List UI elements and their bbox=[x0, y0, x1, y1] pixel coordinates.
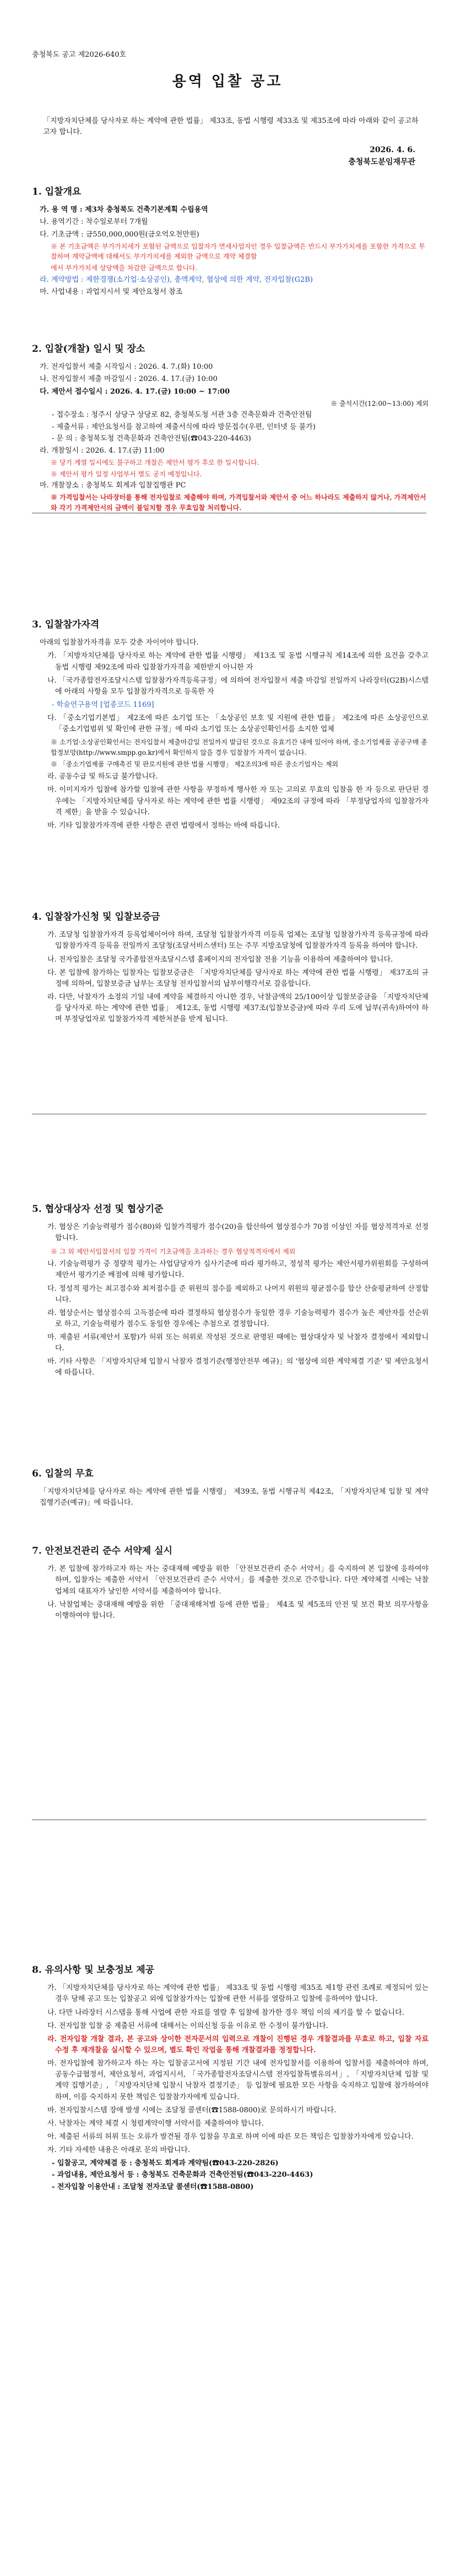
app-item-ga: 가. 조달청 입찰참가자격 등록업체이어야 하며, 조달청 입찰참가자격 미등록 업체는 조달청 입찰참가자격 등록규정에 따라 입찰참가자격 등록을 전일까지 조달청(조달서비스센터) 또는 주무 지방조달청에 입찰참가자격 등록을 하여야 합니다. bbox=[47, 931, 429, 951]
intro-paragraph: 「지방자치단체를 당사자로 하는 계약에 관한 법률」 제33조, 동법 시행령 제33조 및 제35조에 따라 아래와 같이 공고하고자 합니다. bbox=[43, 117, 419, 137]
notes-item-da: 다. 전자입찰 입찰 중 제출된 서류에 대해서는 이의신청 등을 이유로 한 수정이 불가합니다. bbox=[47, 2021, 328, 2030]
section-heading: 8. 유의사항 및 보충정보 제공 bbox=[32, 1965, 155, 1976]
neg-item-ga: 가. 협상은 기술능력평가 점수(80)와 입찰가격평가 점수(20)을 합산하여 협상점수가 70점 이상인 자를 협상적격자로 선정합니다. bbox=[47, 1223, 429, 1243]
opening-note-2: ※ 제안서 평가 일정 사업부서 별도 공지 예정입니다. bbox=[51, 470, 202, 478]
item-period: 나. 용역기간 : 착수일로부터 7개월 bbox=[40, 218, 148, 227]
neg-item-na: 나. 기술능력평가 중 정량적 평가는 사업담당자가 심사기준에 따라 평가하고, 정성적 평가는 제안서평가위원회를 구성하여 제안서 평가기준 배점에 의해 평가합니다. bbox=[47, 1260, 429, 1280]
safety-item-na: 나. 낙찰업체는 중대재해 예방을 위한 「중대재해처벌 등에 관한 법률」 제4조 및 제5조의 안전 및 보건 확보 의무사항을 이행하여야 합니다. bbox=[47, 1600, 429, 1620]
receipt-time-note: ※ 출석시간(12:00~13:00) 제외 bbox=[331, 399, 429, 407]
item-contract-method: 라. 계약방법 : 제한경쟁(소기업·소상공인), 총액계약, 협상에 의한 계약, 전자입찰(G2B) bbox=[40, 275, 313, 284]
vat-note: ※ 본 기초금액은 부가가치세가 포함된 금액으로 입찰자가 면세사업자인 경우 입찰금액은 반드시 부가가치세를 포함한 가격으로 투찰하여 계약금액에 대해서도 부가가치세를 제외한 금액으로 계약 체결함 bbox=[51, 242, 425, 261]
qual-item-ga: 가. 「지방자치단체를 당사자로 하는 계약에 관한 법률 시행령」 제13조 및 동법 시행규칙 제14조에 의한 요건을 갖추고 동법 시행령 제92조에 따라 입찰참가자격을 제한받지 아니한 자 bbox=[47, 652, 429, 672]
issue-date: 2026. 4. 6. bbox=[370, 146, 415, 154]
qual-item-da: 다. 「중소기업기본법」 제2조에 따른 소기업 또는 「소상공인 보호 및 지원에 관한 법률」 제2조에 따른 소상공인으로 「중소기업범위 및 확인에 관한 규정」에 따라 소기업 또는 소상공인확인서를 소지한 업체 bbox=[47, 714, 429, 734]
section-invalid bbox=[32, 1467, 429, 1511]
notes-item-na: 나. 다만 나라장터 시스템을 통해 사업에 관한 자료를 열람 후 입찰에 참가한 경우 책임 이의 제기를 할 수 없습니다. bbox=[47, 2008, 404, 2017]
notes-item-sa: 사. 낙찰자는 계약 체결 시 청렴계약이행 서약서를 제출하여야 합니다. bbox=[47, 2119, 264, 2128]
qual-lead: 아래의 입찰참가자격을 모두 갖춘 자이어야 합니다. bbox=[40, 638, 199, 647]
vat-note-cont: 에서 부가가치세 상당액을 차감한 금액으로 합니다. bbox=[51, 264, 198, 272]
section-notes bbox=[32, 1963, 429, 2193]
app-item-ra: 라. 다만, 낙찰자가 소정의 기일 내에 계약을 체결하지 아니한 경우, 낙찰금액의 25/100이상 입찰보증금을 「지방자치단체를 당사자로 하는 계약에 관한 법률」 제12조, 동법 시행령 제37조(입찰보증금)에 따라 우리 도에 납부(귀속)하여야 하며 부정당업자로 입찰참가자격 제한처분을 받게 됩니다. bbox=[47, 993, 429, 1024]
qual-note-2: ※ 「중소기업제품 구매촉진 및 판로지원에 관한 법률 시행령」 제2조의3에 따른 중소기업자는 제외 bbox=[51, 760, 339, 768]
section-schedule bbox=[32, 342, 429, 514]
app-item-da: 다. 본 입찰에 참가하는 입찰자는 입찰보증금은 「지방자치단체를 당사자로 하는 계약에 관한 법률 시행령」 제37조의 규정에 의하여, 입찰보증금 납부는 조달청 전자입찰서의 납부이행각서로 갈음합니다. bbox=[47, 968, 429, 988]
notes-item-ra: 라. 전자입찰 개찰 결과, 본 공고와 상이한 전자문서의 입력으로 개찰이 진행된 경우 개찰결과를 무효로 하고, 입찰 자료 수정 후 재개찰을 실시할 수 있으며, 별도 확인 작업을 통해 개찰결과를 정정합니다. bbox=[47, 2035, 429, 2055]
page-title: 용역 입찰 공고 bbox=[172, 73, 283, 90]
item-content: 마. 사업내용 : 과업지시서 및 제안요청서 참조 bbox=[40, 287, 183, 296]
bid-deadline: 나. 전자입찰서 제출 마감일시 : 2026. 4. 17.(금) 10:00 bbox=[40, 375, 218, 384]
neg-item-ra: 라. 협상순서는 협상점수의 고득점순에 따라 결정하되 협상점수가 동일한 경우 기술능력평가 점수가 높은 제안자를 선순위로 하고, 기술능력평가 점수도 동일한 경우에는 추첨으로 결정합니다. bbox=[47, 1308, 429, 1328]
contact-task: - 과업내용, 제안요청서 등 : 충청북도 건축문화과 건축안전팀(☎043-220-4463) bbox=[52, 2171, 313, 2180]
neg-note: ※ 그 외 제안서입찰서의 입찰 가격이 기초금액을 초과하는 경우 협상적격자에서 제외 bbox=[51, 1247, 296, 1255]
section-negotiation bbox=[32, 1202, 429, 1381]
section-qualification bbox=[32, 618, 429, 834]
receipt-place: - 접수장소 : 청주시 상당구 상당로 82, 충청북도청 서관 3층 건축문화과 건축안전팀 bbox=[52, 411, 312, 420]
qual-item-na: 나. 「국가종합전자조달시스템 입찰참가자격등록규정」에 의하여 전자입찰서 제출 마감일 전일까지 나라장터(G2B)시스템에 아래의 사항을 모두 입찰참가자격으로 등록한 자 bbox=[47, 676, 429, 696]
item-service-name: 가. 용 역 명 : 제3차 충청북도 건축기본계획 수립용역 bbox=[40, 206, 208, 214]
neg-item-da: 다. 정성적 평가는 최고점수와 최저점수를 준 위원의 점수를 제외하고 나머지 위원의 평균점수를 합산 산술평균하여 산정합니다. bbox=[47, 1284, 429, 1304]
opening-time: 라. 개찰일시 : 2026. 4. 17.(금) 11:00 bbox=[40, 446, 165, 455]
item-base-amount: 다. 기초금액 : 금550,000,000원(금오억오천만원) bbox=[40, 230, 199, 239]
bid-start: 가. 전자입찰서 제출 시작일시 : 2026. 4. 7.(화) 10:00 bbox=[40, 363, 213, 372]
notes-item-ma: 마. 전자입찰에 참가하고자 하는 자는 입찰공고서에 지정된 기간 내에 전자입찰서를 이용하여 입찰서를 제출하여야 하며, 공동수급협정서, 제안요청서, 과업지시서, 「국가종합전자조달시스템 전자입찰특별유의서」, 「지방자치단체 입찰 및 계약 집행기준」, 「지방자치단체 입찰시 낙찰자 결정기준」 등 입찰에 필요한 모든 사항을 숙지하고 입찰에 참가하여야 하며, 이를 숙지하지 못한 책임은 입찰참가자에게 있습니다. bbox=[47, 2059, 429, 2101]
qual-item-ra: 라. 공동수급 및 하도급 불가합니다. bbox=[47, 772, 158, 781]
proposal-receipt: 다. 제안서 접수일시 : 2026. 4. 17.(금) 10:00 ~ 17:00 bbox=[40, 387, 230, 396]
section-application bbox=[32, 910, 429, 1027]
section-heading: 3. 입찰참가자격 bbox=[32, 619, 100, 630]
section-safety bbox=[32, 1544, 429, 1624]
notes-item-ja: 자. 기타 자세한 내용은 아래로 문의 바랍니다. bbox=[47, 2146, 191, 2155]
neg-item-ma: 마. 제출된 서류(제안서 포함)가 허위 또는 허위로 작성된 것으로 판명된 때에는 협상대상자 및 낙찰자 결정에서 제외합니다. bbox=[47, 1333, 429, 1353]
section-heading: 2. 입찰(개찰) 일시 및 장소 bbox=[32, 344, 145, 355]
neg-item-ba: 바. 기타 사항은 「지방자치단체 입찰시 낙찰자 결정기준(행정안전부 예규)」의 '협상에 의한 계약체결 기준' 및 제안요청서에 따릅니다. bbox=[47, 1357, 429, 1377]
opening-place: 마. 개찰장소 : 충청북도 회계과 입찰집행관 PC bbox=[40, 481, 186, 490]
section-heading: 4. 입찰참가신청 및 입찰보증금 bbox=[32, 911, 160, 922]
contact-g2b: - 전자입찰 이용안내 : 조달청 전자조달 콜센터(☎1588-0800) bbox=[52, 2182, 254, 2191]
invalid-text: 「지방자치단체를 당사자로 하는 계약에 관한 법률 시행령」 제39조, 동법 시행규칙 제42조, 「지방자치단체 입찰 및 계약 집행기준(예규)」에 따릅니다. bbox=[40, 1488, 429, 1507]
receipt-docs: - 제출서류 : 제안요청서를 참고하여 제출서식에 따라 방문접수(우편, 인터넷 등 불가) bbox=[52, 422, 316, 431]
safety-item-ga: 가. 본 입찰에 참가하고자 하는 자는 중대재해 예방을 위한 「안전보건관리 준수 서약서」를 숙지하여 본 입찰에 응하여야 하며, 입찰자는 제출한 서약서 「안전보건관리 준수 서약서」를 제출한 것으로 간주합니다. 다만 계약체결 시에는 낙찰업체의 대표자가 날인한 서약서를 제출하여야 합니다. bbox=[47, 1565, 429, 1596]
app-item-na: 나. 전자입찰은 조달청 국가종합전자조달시스템 홈페이지의 전자입찰 전용 기능을 이용하여 제출하여야 합니다. bbox=[47, 955, 393, 964]
opening-note-1: ※ 당기 계열 일시에도 불구하고 개찰은 제안서 평가 후로 한 일시합니다. bbox=[51, 458, 259, 466]
contact-contract: - 입찰공고, 계약체결 등 : 충청북도 회계과 계약팀(☎043-220-2826) bbox=[52, 2159, 279, 2168]
biz-code: - 학술연구용역 [업종코드 1169] bbox=[52, 701, 154, 710]
notes-item-ba: 바. 전자입찰시스템 장애 발생 시에는 조달청 콜센터(☎1588-0800)로 문의하시기 바랍니다. bbox=[47, 2106, 337, 2115]
notice-number: 충청북도 공고 제2026-640호 bbox=[32, 51, 127, 59]
qual-item-ba: 바. 기타 입찰참가자격에 관한 사항은 관련 법령에서 정하는 바에 따릅니다. bbox=[47, 821, 280, 830]
price-bid-note: ※ 가격입찰서는 나라장터를 통해 전자입찰로 제출해야 하며, 가격입찰서와 제안서 중 어느 하나라도 제출하지 않거나, 가격제안서와 각기 가격제안서의 금액이 불일치할 경우 무효입찰 처리합니다. bbox=[51, 493, 426, 512]
issue-block bbox=[348, 144, 415, 168]
section-heading: 5. 협상대상자 선정 및 협상기준 bbox=[32, 1204, 164, 1215]
section-heading: 6. 입찰의 무효 bbox=[32, 1468, 94, 1479]
notes-item-a: 아. 제출된 서류의 허위 또는 오류가 발견될 경우 입찰을 무효로 하며 이에 따른 모든 책임은 입찰참가자에게 있습니다. bbox=[47, 2133, 414, 2142]
notes-item-ga: 가. 「지방자치단체를 당사자로 하는 계약에 관한 법률」 제33조 및 동법 시행령 제35조 제1항 관련 조례로 제정되어 있는 경우 당해 공고 또는 입찰공고 외에 입찰참가자는 입찰에 관한 서류를 열람하고 입찰에 응하여야 합니다. bbox=[47, 1984, 429, 2004]
section-overview bbox=[32, 185, 429, 299]
receipt-contact: - 문 의 : 충청북도청 건축문화과 건축안전팀(☎043-220-4463) bbox=[52, 434, 251, 443]
section-heading: 7. 안전보건관리 준수 서약제 실시 bbox=[32, 1545, 172, 1557]
qual-note: ※ 소기업·소상공인확인서는 전자입찰서 제출마감일 전일까지 발급된 것으로 유효기간 내에 있어야 하며, 중소기업제품 공공구매 종합정보망(http://www.smpp.go.kr)에서 확인하지 않을 경우 입찰참가 자격이 없습니다. bbox=[51, 738, 427, 757]
qual-item-ma: 마. 이미지자가 입찰에 참가할 입찰에 관한 사항을 부정하게 행사한 자 또는 고의로 무효의 입찰을 한 자 등으로 판단된 경우에는 「지방자치단체를 당사자로 하는 계약에 관한 법률 시행령」 제92조의 규정에 따라 「부정당업자의 입찰참가자격 제한」을 받을 수 있습니다. bbox=[47, 786, 429, 817]
section-heading: 1. 입찰개요 bbox=[32, 186, 82, 197]
issuer-name: 충청북도분임재무관 bbox=[348, 157, 415, 167]
